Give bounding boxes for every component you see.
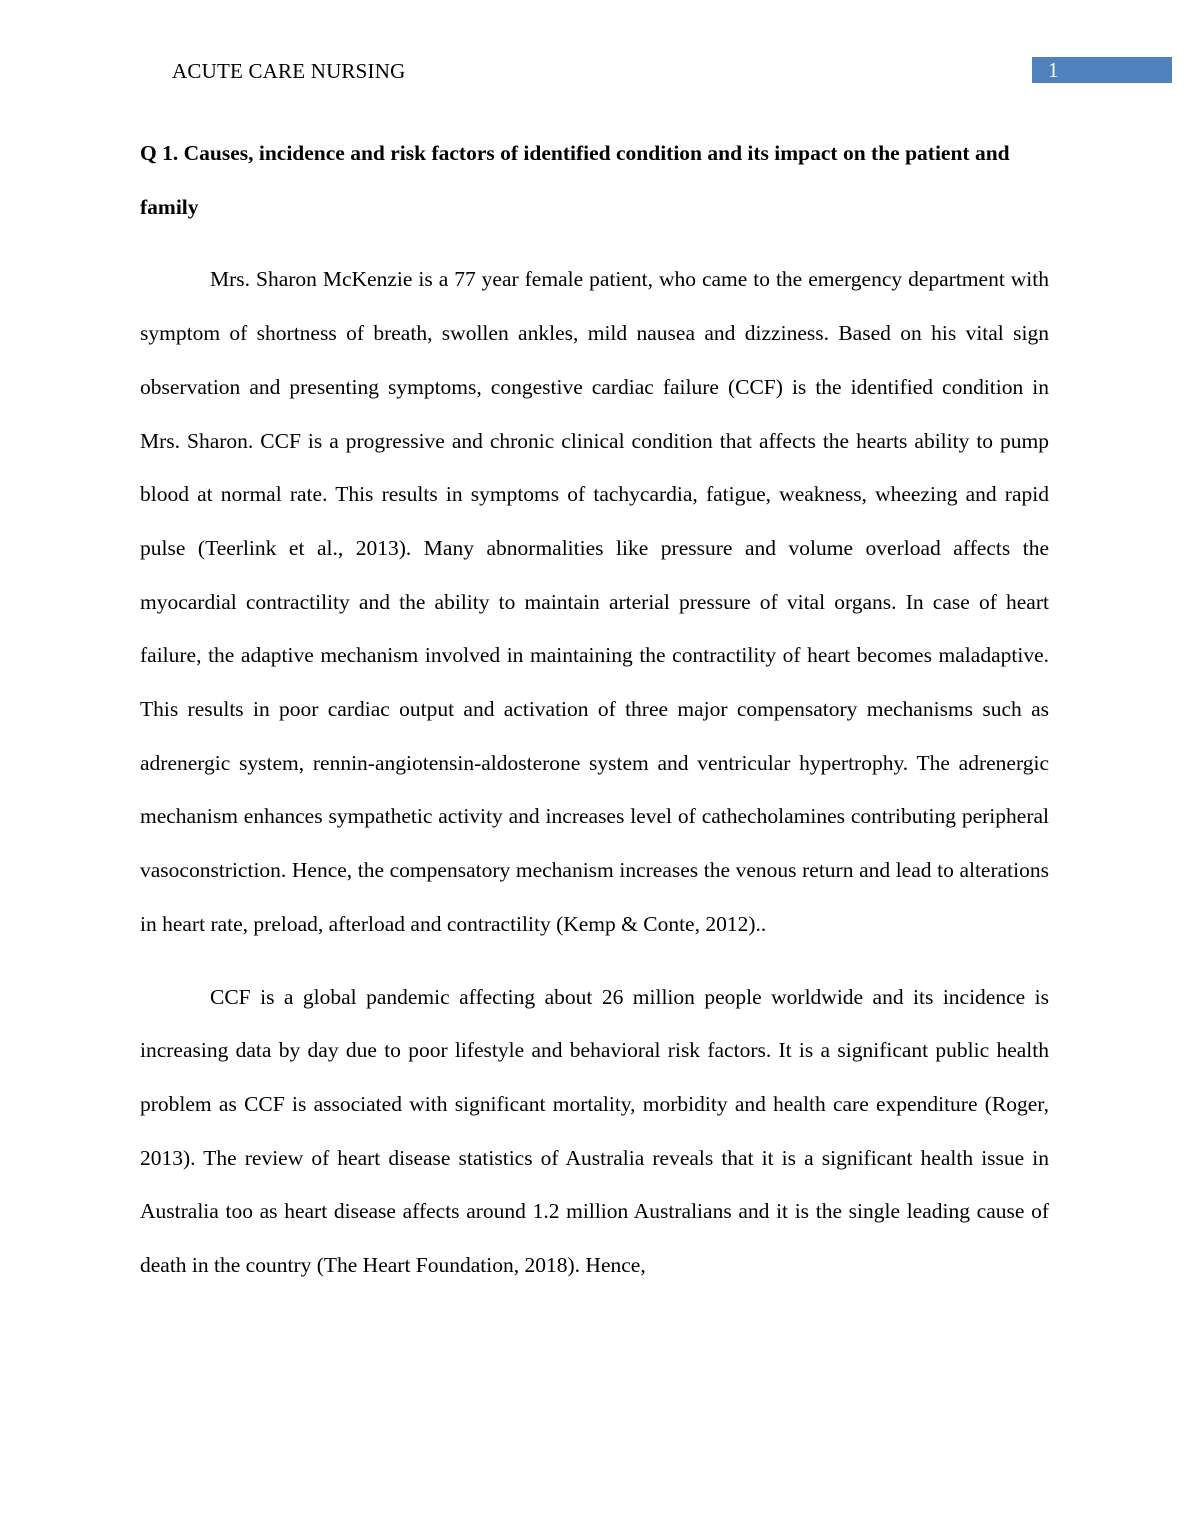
running-head: ACUTE CARE NURSING	[172, 59, 406, 83]
document-body	[140, 127, 1049, 1312]
page-number: 1	[1048, 58, 1059, 82]
body-paragraph: Mrs. Sharon McKenzie is a 77 year female patient, who came to the emergency department with symptom of shortness of breath, swollen ankles, mild nausea and dizziness. Based on his vital sign observation and presenting symptoms, congestive cardiac failure (CCF) is the identified condition in Mrs. Sharon. CCF is a progressive and chronic clinical condition that affects the hearts ability to pump blood at normal rate. This results in symptoms of tachycardia, fatigue, weakness, wheezing and rapid pulse (Teerlink et al., 2013). Many abnormalities like pressure and volume overload affects the myocardial contractility and the ability to maintain arterial pressure of vital organs. In case of heart failure, the adaptive mechanism involved in maintaining the contractility of heart becomes maladaptive. This results in poor cardiac output and activation of three major compensatory mechanisms such as adrenergic system, rennin-angiotensin-aldosterone system and ventricular hypertrophy. The adrenergic mechanism enhances sympathetic activity and increases level of cathecholamines contributing peripheral vasoconstriction. Hence, the compensatory mechanism increases the venous return and lead to alterations in heart rate, preload, afterload and contractility (Kemp & Conte, 2012)..	[140, 267, 1049, 936]
section-heading: Q 1. Causes, incidence and risk factors of identified condition and its impact on the patient and family	[140, 141, 1010, 219]
body-paragraph: CCF is a global pandemic affecting about 26 million people worldwide and its incidence is increasing data by day due to poor lifestyle and behavioral risk factors. It is a significant public health problem as CCF is associated with significant mortality, morbidity and health care expenditure (Roger, 2013). The review of heart disease statistics of Australia reveals that it is a significant health issue in Australia too as heart disease affects around 1.2 million Australians and it is the single leading cause of death in the country (The Heart Foundation, 2018). Hence,	[140, 984, 1049, 1278]
page-number-box	[1032, 57, 1172, 83]
